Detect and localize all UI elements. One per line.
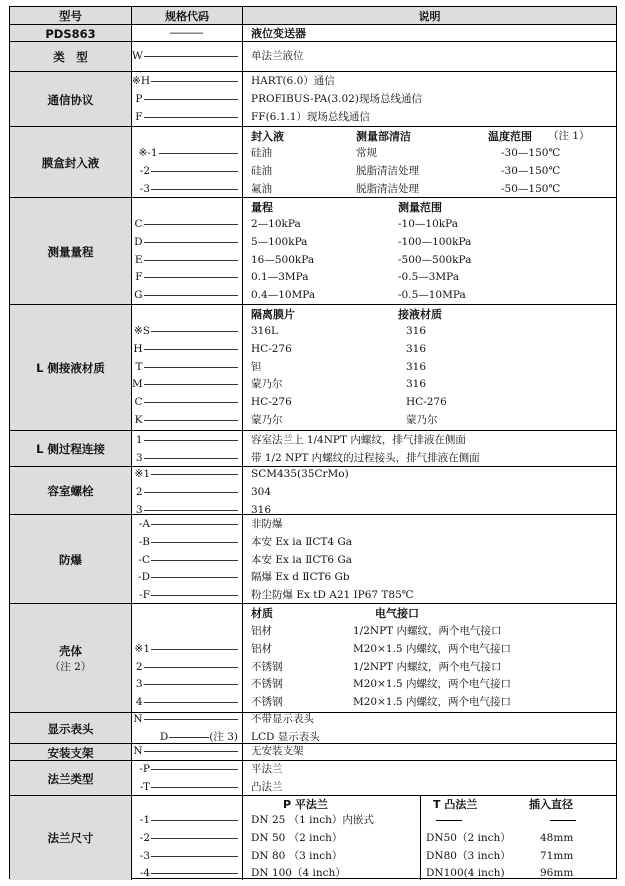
- mount-code-text-0: N: [133, 745, 143, 757]
- dash-leader: [144, 277, 239, 278]
- fsize-code-text-1: -2: [139, 831, 150, 844]
- proc-desc-1: 带 1/2 NPT 内螺纹的过程接头，排气排液在侧面: [251, 451, 480, 464]
- range-code-text-3: F: [135, 271, 143, 284]
- shell-head-electric: 电气接口: [375, 607, 419, 620]
- ex-code-text-0: -A: [138, 518, 150, 530]
- range-cell-0-a: 2—10kPa: [251, 218, 301, 230]
- mat-cell-2-a: 钽: [251, 360, 262, 373]
- row-seal: [10, 126, 616, 198]
- fsize-code-1: [132, 830, 242, 847]
- ex-code-text-1: -B: [138, 535, 150, 548]
- dash-leader: [144, 402, 239, 403]
- comm-desc-0: HART(6.0）通信: [251, 75, 335, 87]
- dash-leader: [151, 820, 238, 821]
- cat-comm: 通信协议: [10, 72, 132, 127]
- mat-code-text-1: H: [133, 342, 143, 355]
- fsize-cell-0-t: [436, 812, 462, 829]
- shell-code-text-3: 3: [135, 678, 143, 691]
- ftype-code-1: [132, 779, 242, 796]
- row-flange-type: [10, 760, 616, 796]
- row-bolt: [10, 466, 616, 515]
- dash-leader: [144, 510, 239, 511]
- ex-code-3: [132, 569, 242, 586]
- dash-leader: [151, 560, 238, 561]
- cat-seal: 膜盒封入液: [10, 127, 132, 198]
- ex-desc-0: 非防爆: [251, 518, 283, 530]
- dash-leader: [144, 260, 239, 261]
- shell-cell-0-a: 铝材: [251, 625, 272, 637]
- fsize-code-text-2: -3: [139, 849, 150, 862]
- cat-ex: 防爆: [10, 515, 132, 604]
- range-code-text-4: G: [134, 289, 143, 302]
- mat-code-2: [132, 359, 242, 376]
- dash-leader: [144, 56, 238, 57]
- mat-cell-1-a: HC-276: [251, 342, 292, 355]
- shell-code-4: [132, 694, 242, 711]
- shell-cell-0-b: 1/2NPT 内螺纹，两个电气接口: [353, 625, 502, 637]
- range-code-1: [132, 234, 242, 251]
- mat-cell-4-b: HC-276: [406, 396, 447, 409]
- mat-cell-5-b: 蒙乃尔: [406, 414, 438, 426]
- dash-leader: [144, 492, 239, 493]
- seal-code-2: [132, 181, 242, 198]
- mat-code-text-3: M: [132, 378, 143, 391]
- ex-desc-1: 本安 Ex ia ⅡCT4 Ga: [251, 535, 353, 548]
- proc-desc-0: 容室法兰上 1/4NPT 内螺纹，排气排液在侧面: [251, 434, 466, 446]
- dash-leader: [144, 367, 239, 368]
- header-row: [10, 7, 616, 24]
- range-cell-4-a: 0.4—10MPa: [251, 289, 316, 302]
- seal-cell-2-c: -50—150℃: [501, 182, 561, 195]
- seal-cell-2-a: 氟油: [251, 182, 272, 195]
- ftype-desc-0: 平法兰: [251, 763, 283, 775]
- dash-leader: [151, 769, 238, 770]
- dash-leader: [151, 595, 238, 596]
- ex-desc-2: 本安 Ex ia ⅡCT6 Ga: [251, 553, 353, 566]
- shell-cell-3-b: M20×1.5 内螺纹，两个电气接口: [353, 678, 511, 691]
- dash-leader: [151, 474, 238, 475]
- fsize-code-text-3: -4: [139, 867, 150, 880]
- fsize-cell-3-p: DN 100（4 inch）: [251, 867, 346, 880]
- disp-desc-0: 不带显示表头: [251, 713, 314, 725]
- row-pds863: [10, 24, 616, 42]
- mat-code-5: [132, 412, 242, 429]
- comm-code-text-1: P: [135, 92, 143, 105]
- cat-shell-label: 壳体: [59, 643, 82, 658]
- dash-leader: [144, 117, 239, 118]
- range-cell-2-b: -500—500kPa: [398, 253, 472, 266]
- ex-code-1: [132, 534, 242, 551]
- comm-code-text-2: F: [135, 110, 143, 123]
- type-code-text-0: W: [132, 50, 143, 62]
- shell-code-3: [132, 676, 242, 693]
- fsize-cell-1-d: 48mm: [540, 831, 574, 844]
- empty-dash: [436, 820, 462, 821]
- dash-leader: [144, 224, 239, 225]
- range-code-3: [132, 269, 242, 286]
- ex-desc-4: 粉尘防爆 Ex tD A21 IP67 T85℃: [251, 589, 414, 602]
- range-code-text-1: D: [134, 235, 143, 248]
- ftype-code-text-1: -T: [139, 780, 150, 793]
- mat-code-text-5: K: [134, 414, 143, 426]
- seal-cell-0-c: -30—150℃: [501, 147, 561, 159]
- dash-leader: [144, 751, 239, 752]
- range-head-limits: 测量范围: [398, 201, 442, 214]
- dash-leader: [144, 458, 239, 459]
- bolt-code-text-2: 3: [135, 503, 143, 516]
- ex-code-0: [132, 516, 242, 533]
- mat-cell-0-a: 316L: [251, 325, 279, 337]
- dash-leader: [151, 873, 238, 874]
- ex-code-2: [132, 552, 242, 569]
- shell-cell-3-a: 不锈钢: [251, 678, 283, 691]
- dash-leader: [144, 702, 239, 703]
- mat-code-1: [132, 341, 242, 358]
- fsize-cell-2-p: DN 80 （3 inch）: [251, 849, 343, 862]
- dash-leader: [151, 787, 238, 788]
- dash-leader: [151, 649, 238, 650]
- seal-head-clean: 测量部清洁: [356, 130, 411, 143]
- mat-head-wetted: 接液材质: [398, 308, 442, 321]
- cat-flange-type: 法兰类型: [10, 761, 132, 796]
- range-cell-3-b: -0.5—3MPa: [398, 271, 460, 284]
- seal-cell-1-a: 硅油: [251, 164, 272, 177]
- shell-cell-4-b: M20×1.5 内螺纹，两个电气接口: [353, 696, 511, 709]
- row-type: [10, 41, 616, 72]
- dash-leader: [159, 153, 239, 154]
- dash-leader: [151, 189, 238, 190]
- seal-code-text-1: -2: [139, 164, 150, 177]
- desc-type: 单法兰液位: [251, 50, 304, 62]
- dash-leader: [151, 81, 238, 82]
- mat-cell-0-b: 316: [406, 325, 427, 337]
- shell-code-text-1: ※1: [134, 642, 150, 655]
- comm-code-text-0: ※H: [132, 75, 150, 87]
- mat-code-text-4: C: [134, 396, 143, 409]
- mount-code-0: [132, 743, 242, 760]
- shell-cell-1-b: M20×1.5 内螺纹，两个电气接口: [353, 642, 511, 655]
- fsize-head-insert: 插入直径: [529, 798, 573, 811]
- proc-code-text-0: 1: [135, 434, 143, 446]
- bolt-desc-0: SCM435(35CrMo): [251, 468, 349, 480]
- shell-code-2: [132, 659, 242, 676]
- row-shell: [10, 603, 616, 713]
- bolt-code-text-1: 2: [135, 485, 143, 498]
- ftype-desc-1: 凸法兰: [251, 780, 283, 793]
- proc-code-1: [132, 450, 242, 467]
- seal-cell-0-a: 硅油: [251, 147, 272, 159]
- code-placeholder: -------------: [169, 27, 203, 39]
- dash-leader: [144, 719, 239, 720]
- range-code-text-2: E: [134, 253, 143, 266]
- ex-desc-3: 隔爆 Ex d ⅡCT6 Gb: [251, 571, 350, 584]
- seal-cell-2-b: 脱脂清洁处理: [356, 182, 419, 195]
- fsize-cell-0-p: DN 25 （1 inch）内嵌式: [251, 814, 374, 826]
- dash-leader: [151, 856, 238, 857]
- fsize-code-0: [132, 812, 242, 829]
- range-code-0: [132, 216, 242, 233]
- cat-flange-size: 法兰尺寸: [10, 796, 132, 880]
- fsize-cell-2-d: 71mm: [540, 849, 574, 862]
- bolt-code-1: [132, 484, 242, 501]
- fsize-cell-3-t: DN100(4 inch): [426, 867, 505, 880]
- bolt-code-0: [132, 466, 242, 483]
- row-flange-size: [10, 795, 616, 880]
- mat-code-0: [132, 323, 242, 340]
- fsize-code-2: [132, 848, 242, 865]
- mat-code-text-0: ※S: [134, 325, 150, 337]
- disp-code-0: [132, 711, 242, 728]
- spec-table: [9, 6, 617, 879]
- row-comm: [10, 71, 616, 127]
- cat-pds863: PDS863: [10, 25, 132, 42]
- range-head-span: 量程: [251, 201, 273, 214]
- comm-desc-2: FF(6.1.1）现场总线通信: [251, 110, 370, 123]
- dash-leader: [144, 440, 239, 441]
- bolt-desc-2: 316: [251, 503, 272, 516]
- dash-leader: [151, 171, 238, 172]
- row-process: [10, 430, 616, 467]
- fsize-cell-0-d: [550, 812, 576, 829]
- cat-process: L 侧过程连接: [10, 431, 132, 467]
- comm-code-2: [132, 109, 242, 126]
- mat-code-4: [132, 394, 242, 411]
- fsize-cell-1-p: DN 50 （2 inch）: [251, 831, 343, 844]
- proc-code-0: [132, 432, 242, 449]
- header-desc: 说明: [243, 7, 616, 24]
- range-cell-3-a: 0.1—3MPa: [251, 271, 309, 284]
- seal-code-1: [132, 163, 242, 180]
- mat-cell-3-a: 蒙乃尔: [251, 378, 283, 391]
- row-material: [10, 304, 616, 431]
- bolt-desc-1: 304: [251, 485, 272, 498]
- disp-code-text-1: D: [159, 730, 169, 743]
- header-code: 规格代码: [132, 7, 243, 24]
- ex-code-text-2: -C: [138, 553, 150, 566]
- shell-code-text-2: 2: [135, 660, 143, 673]
- mat-cell-3-b: 316: [406, 378, 427, 391]
- disp-code-text-0: N: [133, 713, 143, 725]
- dash-leader: [169, 737, 209, 738]
- shell-code-1: [132, 641, 242, 658]
- shell-cell-2-b: 1/2NPT 内螺纹，两个电气接口: [353, 660, 502, 673]
- seal-cell-1-c: -30—150℃: [501, 164, 561, 177]
- ex-code-text-4: -F: [139, 589, 150, 602]
- range-cell-1-a: 5—100kPa: [251, 235, 308, 248]
- shell-code-0: [132, 623, 242, 640]
- range-code-text-0: C: [134, 218, 143, 230]
- ftype-code-text-0: -P: [139, 763, 150, 775]
- dash-leader: [151, 542, 238, 543]
- shell-cell-2-a: 不锈钢: [251, 660, 283, 673]
- fsize-cell-2-t: DN80（3 inch）: [426, 849, 511, 862]
- fsize-code-3: [132, 865, 242, 882]
- range-cell-0-b: -10—10kPa: [398, 218, 458, 230]
- cat-type: 类 型: [10, 42, 132, 72]
- seal-head-fill: 封入液: [251, 130, 284, 143]
- seal-cell-1-b: 脱脂清洁处理: [356, 164, 419, 177]
- row-display: [10, 712, 616, 744]
- type-code-0: [132, 48, 242, 65]
- fsize-cell-3-d: 96mm: [540, 867, 574, 880]
- dash-leader: [151, 577, 238, 578]
- dash-leader: [144, 295, 239, 296]
- seal-head-note: （注 1）: [548, 130, 590, 142]
- seal-cell-0-b: 常规: [356, 147, 377, 159]
- mat-head-diaphragm: 隔离膜片: [251, 308, 295, 321]
- range-cell-1-b: -100—100kPa: [398, 235, 472, 248]
- seal-code-0: [132, 145, 242, 162]
- cat-bolt: 容室螺栓: [10, 467, 132, 515]
- seal-code-text-0: ※-1: [138, 147, 158, 159]
- mat-cell-1-b: 316: [406, 342, 427, 355]
- dash-leader: [151, 838, 238, 839]
- disp-desc-1: LCD 显示表头: [251, 730, 320, 743]
- cat-shell-note: （注 2）: [49, 660, 92, 673]
- range-code-2: [132, 252, 242, 269]
- cat-mount: 安装支架: [10, 744, 132, 761]
- dash-leader: [144, 349, 239, 350]
- dash-leader: [151, 524, 238, 525]
- desc-pds863: 液位变送器: [251, 27, 306, 40]
- shell-head-material: 材质: [251, 607, 273, 620]
- desc-mount: 无安装支架: [251, 745, 304, 757]
- dash-leader: [144, 684, 239, 685]
- seal-head-temp: 温度范围: [488, 130, 532, 143]
- disp-code-note-1: (注 3): [209, 730, 238, 743]
- fsize-code-text-0: -1: [139, 814, 150, 826]
- dash-leader: [144, 242, 239, 243]
- proc-code-text-1: 3: [135, 451, 143, 464]
- header-model: 型号: [10, 7, 132, 24]
- mat-cell-4-a: HC-276: [251, 396, 292, 409]
- comm-code-1: [132, 91, 242, 108]
- dash-leader: [144, 99, 239, 100]
- ftype-code-0: [132, 761, 242, 778]
- mat-cell-2-b: 316: [406, 360, 427, 373]
- empty-dash: [550, 820, 576, 821]
- fsize-head-raised: T 凸法兰: [433, 798, 478, 811]
- dash-leader: [151, 331, 238, 332]
- ex-code-text-3: -D: [138, 571, 150, 584]
- row-range: [10, 197, 616, 305]
- range-cell-4-b: -0.5—10MPa: [398, 289, 466, 302]
- mat-code-text-2: T: [135, 360, 143, 373]
- row-mount: [10, 743, 616, 761]
- ex-code-4: [132, 587, 242, 604]
- comm-code-0: [132, 73, 242, 90]
- mat-cell-5-a: 蒙乃尔: [251, 414, 283, 426]
- bolt-code-text-0: ※1: [134, 468, 150, 480]
- shell-cell-1-a: 铝材: [251, 642, 272, 655]
- dash-leader: [144, 384, 238, 385]
- range-cell-2-a: 16—500kPa: [251, 253, 315, 266]
- dash-leader: [144, 667, 239, 668]
- seal-code-text-2: -3: [139, 182, 150, 195]
- fsize-cell-1-t: DN50（2 inch）: [426, 831, 511, 844]
- cat-material: L 侧接液材质: [10, 305, 132, 431]
- cat-display: 显示表头: [10, 713, 132, 744]
- comm-desc-1: PROFIBUS-PA(3.02)现场总线通信: [251, 92, 422, 105]
- shell-cell-4-a: 不锈钢: [251, 696, 283, 709]
- fsize-head-flat: P 平法兰: [283, 798, 328, 811]
- shell-code-text-4: 4: [135, 696, 143, 709]
- cat-shell: [10, 604, 132, 713]
- cat-range: 测量量程: [10, 198, 132, 305]
- dash-leader: [144, 420, 239, 421]
- row-ex: [10, 514, 616, 604]
- mat-code-3: [132, 376, 242, 393]
- range-code-4: [132, 287, 242, 304]
